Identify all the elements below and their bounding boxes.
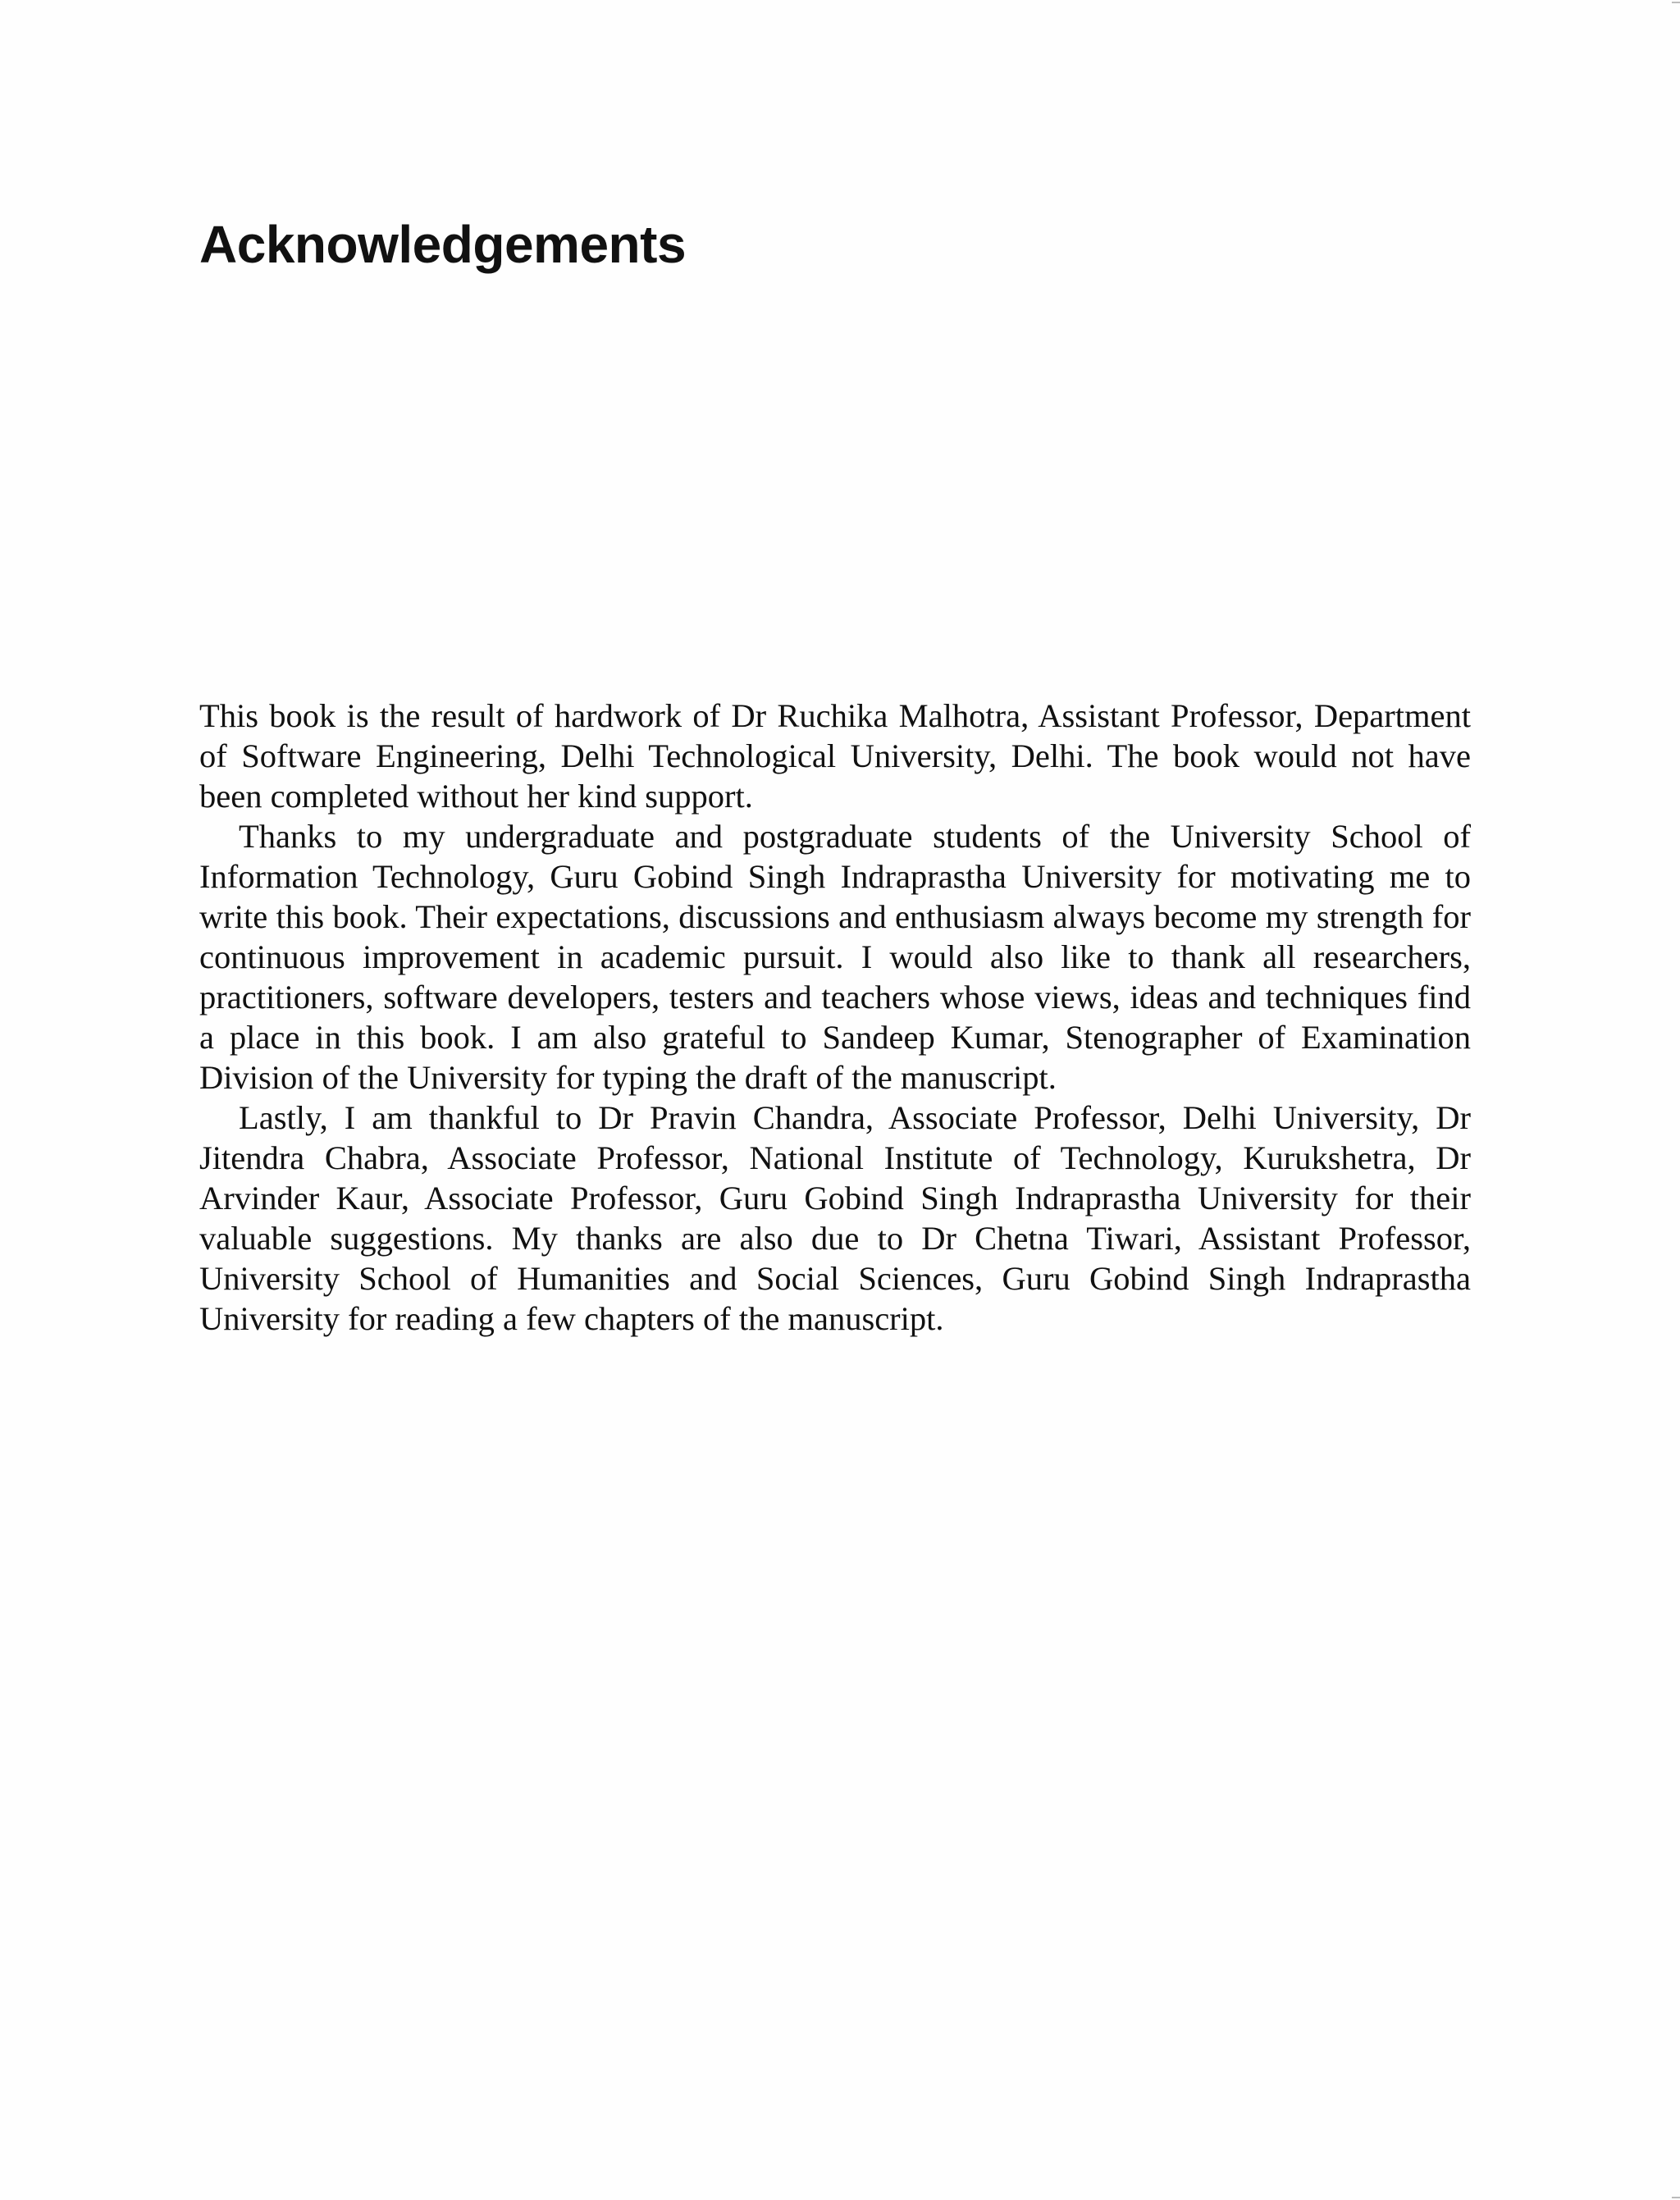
crop-mark-top [1672, 2, 1680, 3]
paragraph-1: This book is the result of hardwork of Dr Ruchika Malhotra, Assistant Professor, Department of Software Engineering, Delhi Technological University, Delhi. The book would not have been completed without her kind support. [199, 697, 1471, 815]
crop-mark-bottom [1672, 2197, 1680, 2198]
paragraph-2: Thanks to my undergraduate and postgraduate students of the University School of Information Technology, Guru Gobind Singh Indraprastha University for motivating me to write this book. Their expectations, discussions and enthusiasm always become my strength for continuous improvement in academic pursuit. I would also like to thank all researchers, practitioners, software developers, testers and teachers whose views, ideas and techniques find a place in this book. I am also grateful to Sandeep Kumar, Stenographer of Examination Division of the University for typing the draft of the manuscript. [199, 818, 1471, 1096]
paragraph-3: Lastly, I am thankful to Dr Pravin Chandra, Associate Professor, Delhi University, Dr Jitendra Chabra, Associate Professor, National Institute of Technology, Kurukshetra, Dr Arvinder Kaur, Associate Professor, Guru Gobind Singh Indraprastha University for their valuable suggestions. My thanks are also due to Dr Chetna Tiwari, Assistant Professor, University School of Humanities and Social Sciences, Guru Gobind Singh Indraprastha University for reading a few chapters of the manuscript. [199, 1099, 1471, 1337]
acknowledgements-body [199, 696, 1471, 1339]
page-title: Acknowledgements [199, 215, 687, 274]
